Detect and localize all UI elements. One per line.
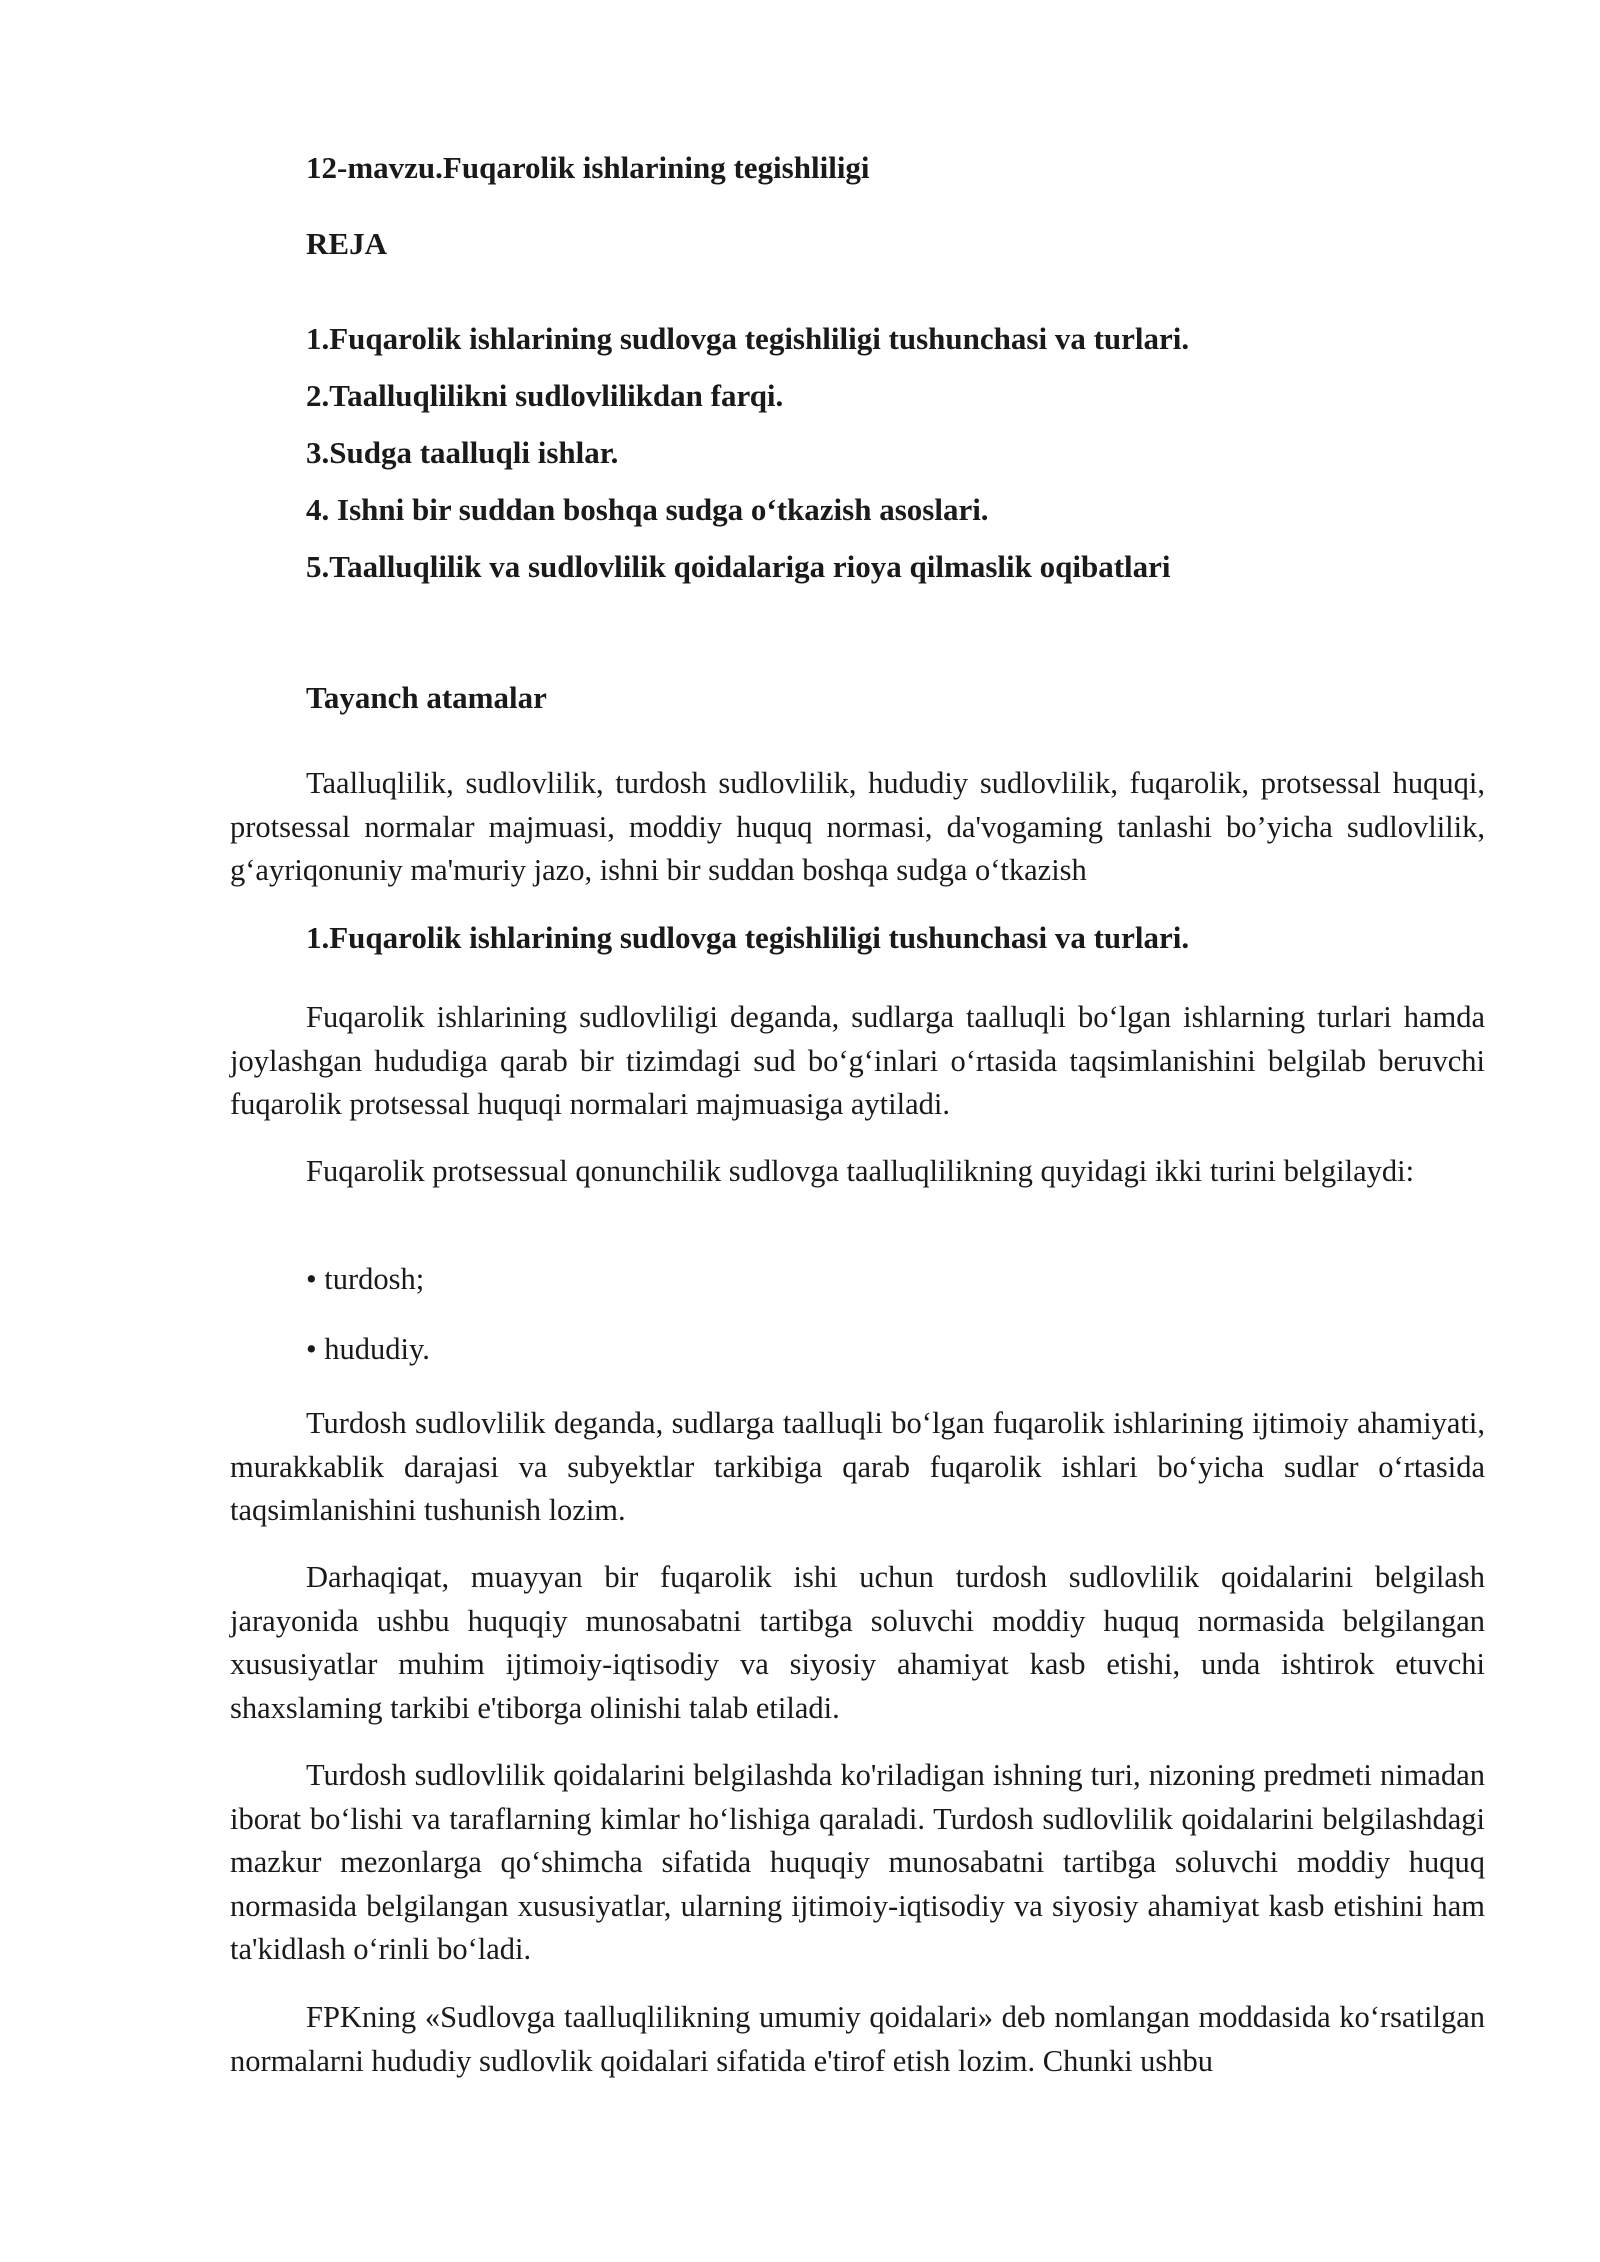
keywords-heading: Tayanch atamalar bbox=[306, 680, 547, 715]
body-paragraph: Fuqarolik ishlarining sudlovliligi deganda, sudlarga taalluqli bo‘lgan ishlarning turlari hamda joylashgan hududiga qarab bir tizimdagi sud bo‘g‘inlari o‘rtasida taqsimlanishini belgilab beruvchi fuqarolik protsessal huquqi normalari majmuasiga aytiladi. bbox=[230, 1000, 1485, 1121]
body-paragraph: Fuqarolik protsessual qonunchilik sudlovga taalluqlilikning quyidagi ikki turini belgilaydi: bbox=[306, 1154, 1415, 1188]
plan-item: 3.Sudga taalluqli ishlar. bbox=[306, 435, 619, 470]
plan-item: 2.Taalluqlilikni sudlovlilikdan farqi. bbox=[306, 378, 784, 413]
body-paragraph: FPKning «Sudlovga taalluqlilikning umumiy qoidalari» deb nomlangan moddasida ko‘rsatilgan normalarni hududiy sudlovlik qoidalari sifatida e'tirof etish lozim. Chunki ushbu bbox=[230, 2000, 1485, 2078]
section-heading: 1.Fuqarolik ishlarining sudlovga tegishliligi tushunchasi va turlari. bbox=[306, 920, 1190, 955]
plan-list bbox=[306, 320, 1189, 605]
bullet-item: • turdosh; bbox=[306, 1262, 425, 1296]
plan-item: 1.Fuqarolik ishlarining sudlovga tegishliligi tushunchasi va turlari. bbox=[306, 321, 1190, 356]
plan-item: 4. Ishni bir suddan boshqa sudga o‘tkazish asoslari. bbox=[306, 492, 989, 527]
plan-item: 5.Taalluqlilik va sudlovlilik qoidalariga rioya qilmaslik oqibatlari bbox=[306, 549, 1171, 584]
plan-heading: REJA bbox=[306, 226, 387, 261]
body-paragraph: Darhaqiqat, muayyan bir fuqarolik ishi uchun turdosh sudlovlilik qoidalarini belgilash jarayonida ushbu huquqiy munosabatni tartibga soluvchi moddiy huquq normasida belgilangan xususiyatlar muhim ijtimoiy-iqtisodiy va siyosiy ahamiyat kasb etishi, unda ishtirok etuvchi shaxslaming tarkibi e'tiborga olinishi talab etiladi. bbox=[230, 1560, 1485, 1725]
keywords-paragraph: Taalluqlilik, sudlovlilik, turdosh sudlovlilik, hududiy sudlovlilik, fuqarolik, protsessal huquqi, protsessal normalar majmuasi, moddiy huquq normasi, da'vogaming tanlashi bo’yicha sudlovlilik, g‘ayriqonuniy ma'muriy jazo, ishni bir suddan boshqa sudga o‘tkazish bbox=[230, 766, 1485, 887]
body-paragraph: Turdosh sudlovlilik deganda, sudlarga taalluqli bo‘lgan fuqarolik ishlarining ijtimoiy ahamiyati, murakkablik darajasi va subyektlar tarkibiga qarab fuqarolik ishlari bo‘yicha sudlar o‘rtasida taqsimlanishini tushunish lozim. bbox=[230, 1406, 1485, 1527]
bullet-item: • hududiy. bbox=[306, 1332, 430, 1366]
body-paragraph: Turdosh sudlovlilik qoidalarini belgilashda ko'riladigan ishning turi, nizoning predmeti nimadan iborat bo‘lishi va taraflarning kimlar ho‘lishiga qaraladi. Turdosh sudlovlilik qoidalarini belgilashdagi mazkur mezonlarga qo‘shimcha sifatida huquqiy munosabatni tartibga soluvchi moddiy huquq normasida belgilangan xususiyatlar, ularning ijtimoiy-iqtisodiy va siyosiy ahamiyat kasb etishini ham ta'kidlash o‘rinli bo‘ladi. bbox=[230, 1758, 1485, 1966]
document-title: 12-mavzu.Fuqarolik ishlarining tegishliligi bbox=[306, 150, 870, 185]
